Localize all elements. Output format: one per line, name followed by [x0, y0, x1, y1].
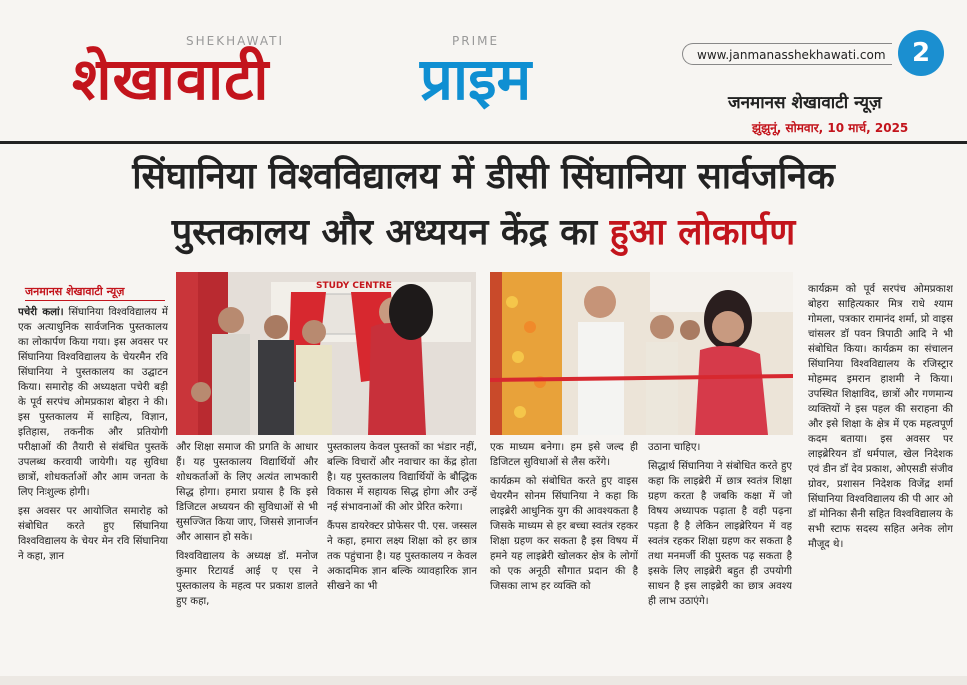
headline-line-2 [0, 211, 967, 253]
page-number-badge: 2 [898, 30, 944, 76]
website-url[interactable]: www.janmanasshekhawati.com [682, 43, 892, 65]
bottom-strip [0, 676, 967, 685]
headline-line-2-black: पुस्तकालय और अध्ययन केंद्र का [171, 211, 610, 253]
paper-name: जनमानस शेखावाटी न्यूज़ [728, 93, 882, 113]
dateline-lead: पचेरी कलां। [18, 307, 64, 318]
column-5-paragraph-2: सिद्धार्थ सिंघानिया ने संबोधित करते हुए कहा कि लाइब्रेरी में छात्र स्वतंत्र शिक्षा ग्रहण करता है जबकि कक्षा में जो विषय अध्यापक पढ़ाता है वही पढ़ना पड़ता है है लेकिन लाइब्रेरियन में वह स्वतंत्र रहकर शिक्षा ग्रहण कर सकता है तथा मनमर्जी की पुस्तक पढ़ सकता है इसके लिए लाइब्रेरी बहुत ही उपयोगी साधन है इस लाइब्रेरी का छात्र अवश्य ही लाभ उठाएंगे। [648, 461, 792, 607]
article-column-3 [327, 440, 477, 670]
column-2-paragraph-1: और शिक्षा समाज की प्रगति के आधार हैं। यह पुस्तकालय विद्यार्थियों और शोधकर्ताओं के लिए अत्यंत लाभकारी सिद्ध होगा। हमारा प्रयास है कि इसे डिजिटल अध्ययन की सुविधाओं से भी सुसज्जित किया जाए, जिससे ज्ञानार्जन और आसान हो सके। [176, 442, 318, 543]
column-5-paragraph-1: उठाना चाहिए। [648, 442, 701, 453]
date-line: झुंझुनूं, सोमवार, 10 मार्च, 2025 [752, 121, 909, 135]
masthead-title-left: शेखावाटी [72, 45, 270, 113]
column-1-paragraph-1 [18, 305, 168, 500]
byline: जनमानस शेखावाटी न्यूज़ [25, 285, 125, 298]
brand-small-prime: PRIME [452, 34, 500, 48]
article-column-5 [648, 440, 792, 670]
column-4-paragraph-2: कार्यक्रम को संबोधित करते हुए वाइस चेयरमैन सोनम सिंघानिया ने कहा कि लाइब्रेरी आधुनिक युग की आवश्यकता है जिसके माध्यम से हर बच्चा स्वतंत्र रहकर शिक्षा ग्रहण कर सकता है इस विषय में हमने यह लाइब्रेरी खोलकर क्षेत्र के लोगों को एक अनूठी सौगात प्रदान की है जिसका लाभ हर व्यक्ति को [490, 476, 638, 592]
column-6-paragraph-1: कार्यक्रम को पूर्व सरपंच ओमप्रकाश बोहरा साहित्यकार मित्र राधे श्याम गोमला, पत्रकार रामानंद शर्मा, प्रो वाइस चांसलर डॉ पवन त्रिपाठी आदि ने भी संबोधित किया। कार्यक्रम का संचालन सिंघानिया विश्वविद्यालय के रजिस्ट्रार मोहम्मद इमरान हाशमी ने किया।उपस्थित शिक्षाविद, छात्रों और गणमान्य व्यक्तियों ने इस पहल की सराहना की और इसे शिक्षा के क्षेत्र में एक महत्वपूर्ण कदम बताया। इस अवसर पर लाइब्रेरियन डॉ धर्मपाल, खेल निदेशक एवं डीन डॉ देव प्रकाश, ओएसडी संजीव ग्रोवर, प्रशासन निदेशक विजेंद्र शर्मा सिंघानिया विश्वविद्यालय की पी आर ओ डॉ मोनिका सैनी सहित विश्वविद्यालय के सभी स्टाफ सदस्य सहित अनेक लोग मौजूद थे। [808, 284, 953, 550]
headline-line-1: सिंघानिया विश्वविद्यालय में डीसी सिंघानिया सार्वजनिक [132, 155, 835, 197]
brand-small-shekhawati: SHEKHAWATI [186, 34, 285, 48]
column-3-paragraph-2: कैंपस डायरेक्टर प्रोफेसर पी. एस. जस्सल ने कहा, हमारा लक्ष्य शिक्षा को हर छात्र तक पहुंचाना है। यह पुस्तकालय न केवल अकादमिक ज्ञान बल्कि व्यावहारिक ज्ञान सीखने का भी [327, 521, 477, 592]
headline-line-2-red: हुआ लोकार्पण [609, 211, 796, 253]
article-column-1 [18, 305, 168, 675]
masthead-title-right: प्राइम [420, 45, 532, 113]
column-1-paragraph-2: इस अवसर पर आयोजित समारोह को संबोधित करते हुए सिंघानिया विश्वविद्यालय के चेयर मेन रवि सिंघानिया ने कहा, ज्ञान [18, 506, 168, 562]
byline-underline [25, 300, 165, 301]
photo-left-illustration [176, 272, 476, 435]
article-column-2 [176, 440, 318, 670]
column-2-paragraph-2: विश्वविद्यालय के अध्यक्ष डॉ. मनोज कुमार रिटायर्ड आई ए एस ने पुस्तकालय के महत्व पर प्रकाश डालते हुए कहा, [176, 551, 318, 607]
photo-right-illustration [490, 272, 793, 435]
photo-ribbon-cutting-right [490, 272, 793, 435]
column-3-paragraph-1: पुस्तकालय केवल पुस्तकों का भंडार नहीं, बल्कि विचारों और नवाचार का केंद्र होता है। यह पुस्तकालय विद्यार्थियों के बौद्धिक विकास में सहायक सिद्ध होगा और उन्हें नई संभावनाओं की ओर प्रेरित करेगा। [327, 442, 477, 513]
article-column-4 [490, 440, 638, 670]
article-column-6 [808, 282, 953, 675]
masthead-divider [0, 141, 967, 144]
column-4-paragraph-1: एक माध्यम बनेगा। हम इसे जल्द ही डिजिटल सुविधाओं से लैस करेंगे। [490, 442, 638, 468]
photo-sign-text: STUDY CENTRE [316, 281, 392, 291]
photo-ribbon-cutting-left [176, 272, 476, 435]
column-1-text: सिंघानिया विश्वविद्यालय में एक अत्याधुनिक सार्वजनिक पुस्तकालय का लोकार्पण किया गया। इस अवसर पर सिंघानिया विश्वविद्यालय के चेयरमैन रवि सिंघानिया ने पुस्तकालय का उद्घाटन किया। समारोह की अध्यक्षता पचेरी बड़ी के पूर्व सरपंच ओमप्रकाश बोहरा ने की। इस पुस्तकालय में साहित्य, विज्ञान, इतिहास, तकनीक और प्रतियोगी परीक्षाओं की तैयारी से संबंधित पुस्तकें उपलब्ध करवायी जायेगी। यह सुविधा छात्रों, शोधकर्ताओं और आम जनता के लिए निःशुल्क होगी। [18, 307, 168, 498]
